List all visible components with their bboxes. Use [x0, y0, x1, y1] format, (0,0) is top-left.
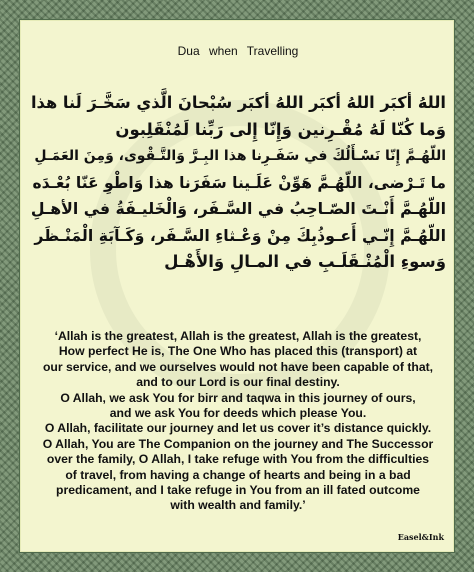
english-line: over the family, O Allah, I take refuge with You from the difficulties	[46, 452, 430, 467]
english-line: O Allah, You are The Companion on the journey and The Successor	[42, 436, 434, 451]
arabic-line: اللّهُـمَّ إِنّـي أَعـوذُبِكَ مِنْ وَعْـثاءِ السَّـفَر، وَكَـآبَةِ الْمَنْـظَر	[34, 225, 446, 245]
english-line: with wealth and family.’	[170, 498, 306, 513]
english-line: O Allah, we ask You for birr and taqwa in this journey of ours,	[60, 390, 416, 405]
english-line: and to our Lord is our final destiny.	[136, 375, 340, 390]
arabic-line: ما تَـرْضى، اللّهُـمَّ هَوِّنْ عَلَـينا سَفَرَنا هذا وَاطْوِ عَنّا بُعْـدَه	[32, 173, 446, 192]
english-line: How perfect He is, The One Who has placed this (transport) at	[58, 344, 418, 359]
english-line: and we ask You for deeds which please You.	[109, 406, 367, 421]
english-line: predicament, and I take refuge in You from an ill fated outcome	[56, 483, 420, 498]
signature: Easel&Ink	[397, 532, 444, 542]
english-line: our service, and we ourselves would not have been capable of that,	[42, 359, 434, 374]
arabic-line: اللّهُـمَّ أَنْـتَ الصّـاحِبُ في السَّـفَر، وَالْخَليـفَةُ في الأهـلِ	[30, 199, 446, 218]
arabic-line: اللهُ أكبَر اللهُ أكبَر اللهُ أكبَر سُبْحانَ الَّذي سَخَّـرَ لَنا هذا	[30, 93, 446, 112]
english-line: O Allah, facilitate our journey and let us cover it’s distance quickly.	[44, 421, 432, 436]
arabic-line: وَما كُنّا لَهُ مُقْـرِنين وَإِنّا إِلى رَبِّنا لَمُنْقَلِبون	[115, 119, 446, 139]
english-translation	[28, 329, 448, 514]
dua-card	[19, 19, 455, 553]
english-line: ‘Allah is the greatest, Allah is the greatest, Allah is the greatest,	[54, 329, 422, 343]
english-line: of travel, from having a change of hearts and being in a bad	[65, 467, 411, 482]
arabic-line: اللّهُـمَّ إِنّا نَسْـأَلُكَ في سَفَـرِنا هذا البِـرَّ وَالتَّـقْوى، وَمِنَ العَمَـلِ	[34, 148, 446, 164]
arabic-text	[30, 90, 446, 276]
arabic-line: وَسوءِ الْمُنْـقَلَـبِ في المـالِ وَالأَهْـل	[164, 252, 446, 271]
page-title: Dua when Travelling	[177, 44, 299, 58]
